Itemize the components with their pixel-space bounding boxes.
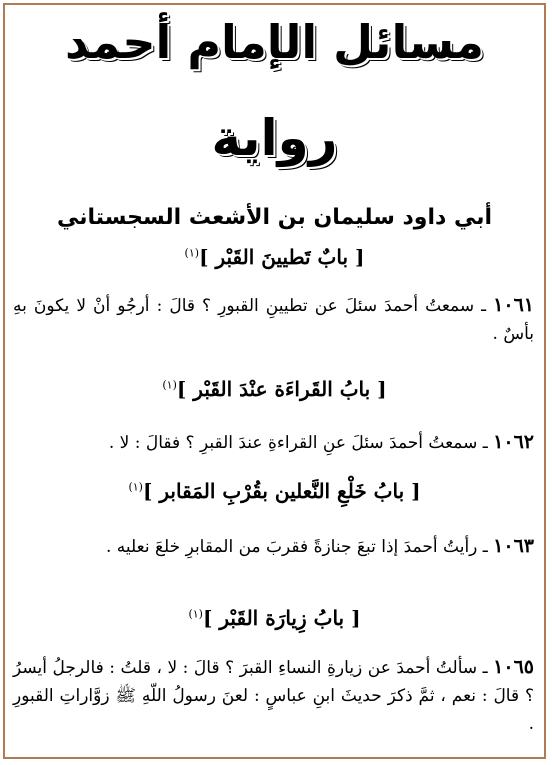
chapter-heading-text: [ بابُ زِيارَة القَبْر ] (202, 606, 361, 630)
chapter-heading-text: [ بابُ القَراءَة عنْدَ القَبْر ] (176, 377, 387, 401)
page-frame (3, 3, 546, 759)
footnote-marker: (١) (188, 607, 203, 621)
issue-text: ـ سمعتُ أحمدَ سئلَ عنِ القراءةِ عندَ القبرِ ؟ فقالَ : لا . (108, 433, 488, 453)
footnote-marker: (١) (184, 246, 200, 260)
issue-text: ـ سمعتُ أحمدَ سئلَ عن تطيينِ القبورِ ؟ قالَ : أرجُو أنْ لا يكونَ بهِ بأسٌ . (13, 296, 534, 344)
issue-text: ـ رأيتُ أحمدَ إذا تبعَ جنازةً فقربَ من المقابرِ خلعَ نعليه . (105, 537, 488, 557)
chapter-heading-2 (5, 377, 544, 401)
issue-number: ١٠٦٥ (493, 656, 534, 678)
issue-number: ١٠٦١ (493, 294, 534, 316)
footnote-marker: (١) (128, 480, 143, 494)
chapter-heading-3 (5, 479, 544, 503)
issue-1061 (13, 291, 534, 348)
book-title-line2: رواية (211, 109, 338, 167)
issue-number: ١٠٦٢ (493, 431, 534, 453)
issue-1063 (13, 532, 534, 561)
issue-number: ١٠٦٣ (493, 535, 534, 557)
issue-1065 (13, 653, 534, 738)
footnote-marker: (١) (162, 378, 177, 392)
chapter-heading-1 (5, 245, 544, 269)
issue-text: ـ سألتُ أحمدَ عن زيارةِ النساءِ القبرَ ؟ قالَ : لا ، قلتُ : فالرجلُ أيسرُ ؟ قالَ : نعم ، ثمَّ ذكرَ حديثَ ابنِ عباسٍ : لعنَ رسولُ اللّهِ ﷺ زوَّاراتِ القبورِ . (13, 658, 534, 734)
issue-1062 (13, 428, 534, 457)
chapter-heading-text: [ بابٌ تَطيينَ القَبْر ] (199, 245, 365, 269)
author-name: أبي داود سليمان بن الأشعث السجستاني (56, 205, 493, 230)
book-title-line1: مسائل الإمام أحمد (64, 15, 485, 69)
chapter-heading-4 (5, 606, 544, 630)
chapter-heading-text: [ بابُ خَلْعِ النَّعلين بقُرْبِ المَقابر ] (142, 479, 421, 503)
